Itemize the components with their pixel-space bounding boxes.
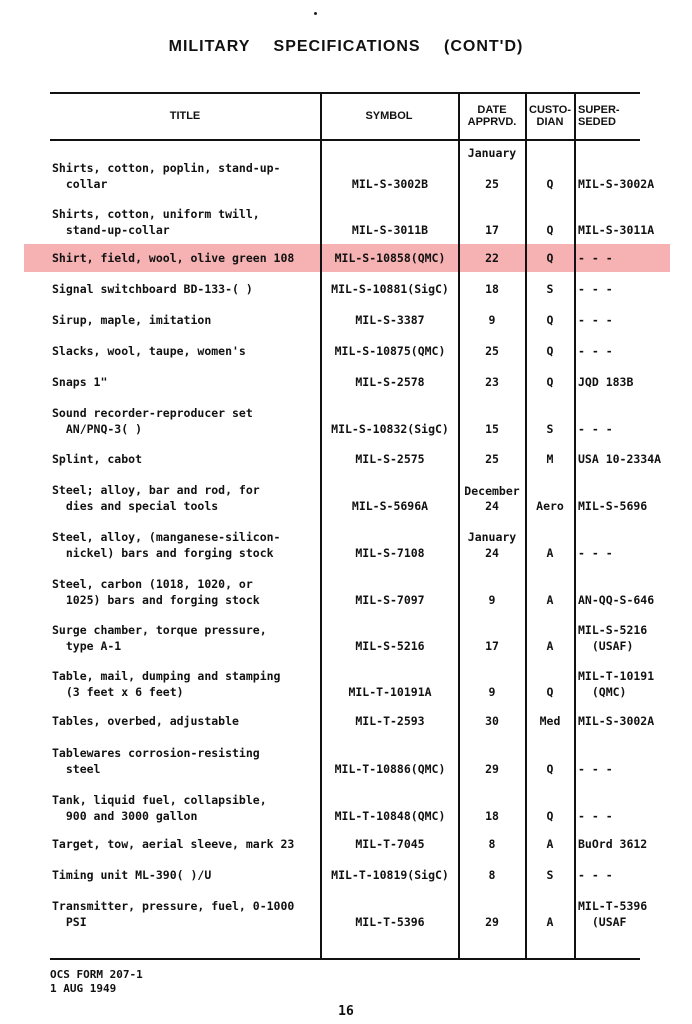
table-bottom-rule: [50, 958, 640, 960]
cell-superseded: - - -: [578, 313, 613, 327]
cell-symbol: MIL-S-3011B: [351, 223, 429, 237]
cell-date-day: 9: [488, 593, 496, 607]
cell-symbol: MIL-S-5696A: [351, 499, 429, 513]
cell-superseded: MIL-T-5396 (USAF: [578, 899, 648, 929]
cell-symbol: MIL-S-2578: [355, 375, 425, 389]
cell-custodian: Q: [546, 685, 554, 699]
cell-title: Table, mail, dumping and stamping (3 feet x 6 feet): [52, 669, 281, 699]
cell-superseded: MIL-S-5216 (USAF): [578, 623, 648, 653]
cell-superseded: MIL-S-3002A: [578, 714, 655, 728]
cell-custodian: M: [546, 452, 554, 466]
cell-superseded: AN-QQ-S-646: [578, 593, 655, 607]
cell-custodian: Q: [546, 809, 554, 823]
cell-title: Slacks, wool, taupe, women's: [52, 344, 246, 358]
col-header-superseded: SUPER- SEDED: [578, 104, 620, 128]
cell-date-month: December: [464, 484, 520, 498]
cell-date-day: 29: [485, 915, 499, 929]
cell-symbol: MIL-S-5216: [355, 639, 425, 653]
cell-date-day: 15: [485, 422, 499, 436]
cell-title: Shirts, cotton, uniform twill, stand-up-collar: [52, 207, 260, 237]
cell-custodian: S: [546, 422, 554, 436]
cell-title: Steel, carbon (1018, 1020, or 1025) bars and forging stock: [52, 577, 260, 607]
cell-date-day: 25: [485, 452, 499, 466]
cell-superseded: BuOrd 3612: [578, 837, 648, 851]
cell-custodian: A: [546, 546, 554, 560]
cell-title: Shirt, field, wool, olive green 108: [52, 251, 295, 265]
cell-superseded: USA 10-2334A: [578, 452, 662, 466]
cell-custodian: S: [546, 868, 554, 882]
cell-superseded: MIL-S-3002A: [578, 177, 655, 191]
cell-date-day: 24: [485, 546, 499, 560]
cell-date-day: 9: [488, 313, 496, 327]
cell-symbol: MIL-T-2593: [355, 714, 425, 728]
cell-superseded: JQD 183B: [578, 375, 634, 389]
cell-date-day: 18: [485, 282, 499, 296]
cell-superseded: MIL-T-10191 (QMC): [578, 669, 655, 699]
cell-superseded: - - -: [578, 282, 613, 296]
cell-superseded: - - -: [578, 762, 613, 776]
cell-symbol: MIL-T-10848(QMC): [334, 809, 446, 823]
col-header-custodian: CUSTO- DIAN: [529, 104, 571, 128]
cell-superseded: - - -: [578, 251, 613, 265]
cell-symbol: MIL-S-10875(QMC): [334, 344, 446, 358]
cell-title: Splint, cabot: [52, 452, 143, 466]
cell-custodian: Q: [546, 223, 554, 237]
stray-mark: [314, 12, 317, 15]
cell-custodian: A: [546, 837, 554, 851]
cell-custodian: Q: [546, 375, 554, 389]
cell-title: Timing unit ML-390( )/U: [52, 868, 212, 882]
cell-title: Tables, overbed, adjustable: [52, 714, 239, 728]
cell-title: Target, tow, aerial sleeve, mark 23: [52, 837, 295, 851]
page-number: 16: [338, 1004, 354, 1019]
cell-custodian: Q: [546, 762, 554, 776]
cell-superseded: MIL-S-3011A: [578, 223, 655, 237]
cell-symbol: MIL-T-10191A: [348, 685, 432, 699]
cell-symbol: MIL-T-10819(SigC): [331, 868, 449, 882]
cell-custodian: A: [546, 639, 554, 653]
cell-date-day: 29: [485, 762, 499, 776]
cell-date-day: 9: [488, 685, 496, 699]
cell-symbol: MIL-S-10832(SigC): [331, 422, 449, 436]
cell-title: Steel; alloy, bar and rod, for dies and special tools: [52, 483, 260, 513]
col-header-symbol: SYMBOL: [365, 110, 413, 122]
cell-date-day: 8: [488, 837, 496, 851]
cell-title: Shirts, cotton, poplin, stand-up- collar: [52, 161, 281, 191]
cell-date-day: 30: [485, 714, 499, 728]
form-footer: OCS FORM 207-1 1 AUG 1949: [50, 968, 143, 995]
cell-symbol: MIL-S-7108: [355, 546, 425, 560]
cell-symbol: MIL-S-10881(SigC): [331, 282, 449, 296]
cell-symbol: MIL-S-3387: [355, 313, 425, 327]
page-title: MILITARY SPECIFICATIONS (CONT'D): [168, 38, 524, 55]
cell-superseded: - - -: [578, 546, 613, 560]
cell-symbol: MIL-T-5396: [355, 915, 425, 929]
cell-superseded: - - -: [578, 422, 613, 436]
cell-custodian: Q: [546, 177, 554, 191]
cell-date-month: January: [467, 146, 517, 160]
cell-superseded: - - -: [578, 809, 613, 823]
cell-title: Tablewares corrosion-resisting steel: [52, 746, 260, 776]
cell-symbol: MIL-S-2575: [355, 452, 425, 466]
cell-custodian: Aero: [536, 499, 564, 513]
cell-date-month: January: [467, 530, 517, 544]
cell-date-day: 25: [485, 177, 499, 191]
cell-title: Signal switchboard BD-133-( ): [52, 282, 253, 296]
cell-symbol: MIL-T-7045: [355, 837, 425, 851]
cell-title: Transmitter, pressure, fuel, 0-1000 PSI: [52, 899, 295, 929]
cell-superseded: - - -: [578, 344, 613, 358]
cell-title: Sound recorder-reproducer set AN/PNQ-3( ): [52, 406, 253, 436]
cell-symbol: MIL-S-10858(QMC): [334, 251, 446, 265]
cell-title: Snaps 1": [52, 375, 108, 389]
cell-title: Steel, alloy, (manganese-silicon- nickel) bars and forging stock: [52, 530, 281, 560]
cell-date-day: 18: [485, 809, 499, 823]
cell-date-day: 8: [488, 868, 496, 882]
cell-symbol: MIL-S-7097: [355, 593, 425, 607]
table-top-rule: [50, 92, 640, 94]
column-divider: [574, 92, 576, 960]
cell-custodian: Q: [546, 344, 554, 358]
cell-symbol: MIL-S-3002B: [351, 177, 429, 191]
cell-superseded: MIL-S-5696: [578, 499, 648, 513]
cell-date-day: 23: [485, 375, 499, 389]
header-bottom-rule: [50, 139, 640, 141]
cell-custodian: Q: [546, 251, 554, 265]
cell-title: Tank, liquid fuel, collapsible, 900 and 3000 gallon: [52, 793, 267, 823]
cell-custodian: Med: [539, 714, 561, 728]
cell-date-day: 22: [485, 251, 499, 265]
cell-date-day: 17: [485, 639, 499, 653]
col-header-title: TITLE: [169, 110, 201, 122]
cell-superseded: - - -: [578, 868, 613, 882]
cell-custodian: A: [546, 593, 554, 607]
cell-date-day: 24: [485, 499, 499, 513]
cell-custodian: Q: [546, 313, 554, 327]
col-header-date: DATE APPRVD.: [467, 104, 517, 128]
cell-custodian: S: [546, 282, 554, 296]
cell-date-day: 25: [485, 344, 499, 358]
cell-title: Surge chamber, torque pressure, type A-1: [52, 623, 267, 653]
cell-symbol: MIL-T-10886(QMC): [334, 762, 446, 776]
cell-title: Sirup, maple, imitation: [52, 313, 212, 327]
cell-custodian: A: [546, 915, 554, 929]
cell-date-day: 17: [485, 223, 499, 237]
